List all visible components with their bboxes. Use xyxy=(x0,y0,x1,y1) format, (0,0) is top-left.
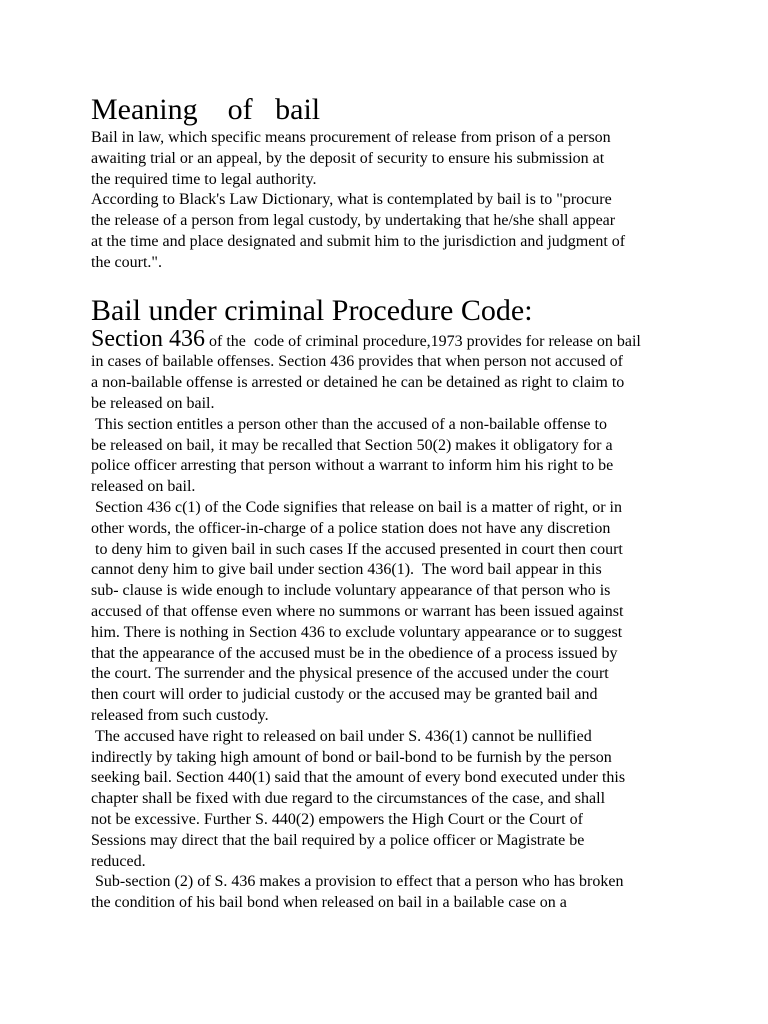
paragraph-section-5: Sub-section (2) of S. 436 makes a provision to effect that a person who has broken the condition of his bail bond when released on bail in a bailable case on a xyxy=(91,873,624,912)
heading-meaning-of-bail: Meaning of bail xyxy=(91,93,321,126)
paragraph-meaning-1: Bail in law, which specific means procurement of release from prison of a person awaiting trial or an appeal, by the deposit of security to ensure his submission at the required time to legal authority. xyxy=(91,129,611,188)
section-para-1-text: of the code of criminal procedure,1973 provides for release on bail in cases of bailable offenses. Section 436 provides that when person not accused of a non-bailable offense is arrested or detained he can be detained as right to claim to be released on bail. xyxy=(91,332,641,412)
document-page xyxy=(91,92,691,914)
paragraph-section-2: This section entitles a person other than the accused of a non-bailable offense to be released on bail, it may be recalled that Section 50(2) makes it obligatory for a police officer arresting that person without a warrant to inform him his right to be released on bail. xyxy=(91,415,614,496)
section-lead-text: Section 436 xyxy=(91,325,205,352)
heading-bail-under-crpc: Bail under criminal Procedure Code: xyxy=(91,293,533,327)
paragraph-section-1 xyxy=(91,325,691,415)
paragraph-section-4: The accused have right to released on bail under S. 436(1) cannot be nullified indirectly by taking high amount of bond or bail-bond to be furnish by the person seeking bail. Section 440(1) said that the amount of every bond executed under this chapter shall be fixed with due regard to the circumstances of the case, and shall not be excessive. Further S. 440(2) empowers the High Court or the Court of Sessions may direct that the bail required by a police officer or Magistrate be reduced. xyxy=(91,727,626,870)
paragraph-section-3: Section 436 c(1) of the Code signifies that release on bail is a matter of right, or in other words, the officer-in-charge of a police station does not have any discretion to deny him to given bail in such cases If the accused presented in court then court cannot deny him to give bail under section 436(1). The word bail appear in this sub- clause is wide enough to include voluntary appearance of that person who is accused of that offense even where no summons or warrant has been issued against him. There is nothing in Section 436 to exclude voluntary appearance or to suggest that the appearance of the accused must be in the obedience of a process issued by the court. The surrender and the physical presence of the accused under the court then court will order to judicial custody or the accused may be granted bail and released from such custody. xyxy=(91,498,624,724)
paragraph-meaning-2: According to Black's Law Dictionary, what is contemplated by bail is to "procure the release of a person from legal custody, by undertaking that he/she shall appear at the time and place designated and submit him to the jurisdiction and judgment of the court.". xyxy=(91,191,626,271)
